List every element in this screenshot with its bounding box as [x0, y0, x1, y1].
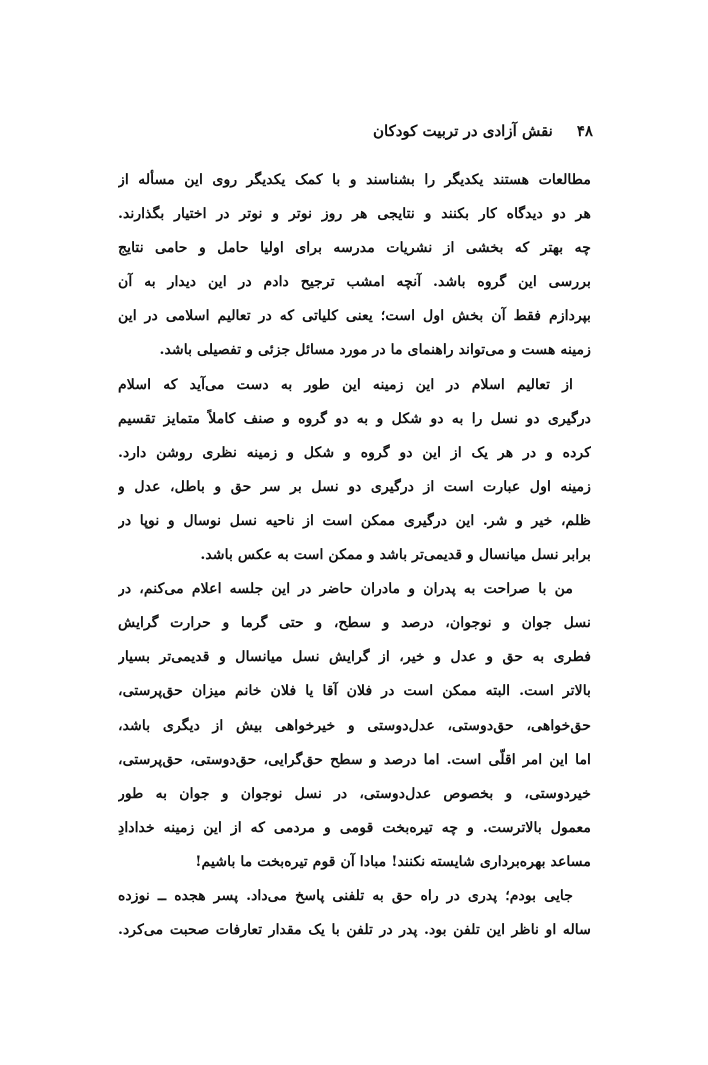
text-line: ساله او ناظر این تلفن بود. پدر در تلفن با یک مقدار تعارفات صحبت می‌کرد.	[118, 922, 591, 939]
text-line: جایی بودم؛ پدری در راه حق به تلفنی پاسخ می‌داد. پسر هجده ــ نوزده	[118, 887, 573, 904]
running-title: نقش آزادی در تربیت کودکان	[372, 122, 553, 140]
text-line: اما این امر اقلّی است. اما درصد و سطح حق‌گرایی، حق‌دوستی، حق‌پرستی،	[118, 751, 591, 768]
text-line: بررسی این گروه باشد. آنچه امشب ترجیح دادم در این دیدار به آن	[118, 274, 591, 291]
text-line: نسل جوان و نوجوان، درصد و سطح، و حتی گرما و حرارت گرایش	[118, 615, 591, 632]
text-line: برابر نسل میانسال و قدیمی‌تر باشد و ممکن است به عکس باشد.	[200, 547, 591, 564]
text-line: حق‌خواهی، حق‌دوستی، عدل‌دوستی و خیرخواهی بیش از دیگری باشد،	[118, 717, 591, 734]
text-line: مساعد بهره‌برداری شایسته نکنند! مبادا آن قوم تیره‌بخت ما باشیم!	[195, 853, 591, 870]
text-line: بپردازم فقط آن بخش اول است؛ یعنی کلیاتی که در تعالیم اسلامی در این	[118, 308, 591, 325]
text-line: من با صراحت به پدران و مادران حاضر در این جلسه اعلام می‌کنم، در	[118, 581, 573, 598]
paragraph	[118, 879, 591, 947]
text-line: کرده و در هر یک از این دو گروه و شکل و زمینه نظری روشن دارد.	[118, 444, 591, 461]
text-line: خیردوستی، و بخصوص عدل‌دوستی، در نسل نوجوان و جوان به طور	[118, 785, 591, 802]
text-line: مطالعات هستند یکدیگر را بشناسند و با کمک یکدیگر روی این مسألە از	[118, 172, 591, 188]
body-text	[118, 163, 591, 947]
text-line: چه بهتر که بخشی از نشریات مدرسه برای اولیا حامل و حامی نتایج	[118, 240, 591, 257]
paragraph	[118, 368, 591, 573]
paragraph	[118, 572, 591, 879]
text-line: درگیری دو نسل را به دو شکل و به دو گروه و صنف کاملاً متمایز تقسیم	[118, 410, 591, 427]
text-line: بالاتر است. البته ممکن است در فلان آقا یا فلان خانم میزان حق‌پرستی،	[118, 683, 591, 700]
text-line: معمول بالاترست. و چه تیره‌بخت قومی و مردمی که از این زمینه خدادادِ	[118, 819, 591, 836]
page-number: ۴۸	[576, 122, 593, 140]
page-header	[373, 122, 593, 140]
text-line: از تعالیم اسلام در این زمینه این طور به دست می‌آید که اسلام	[118, 376, 573, 393]
text-line: زمینه هست و می‌تواند راهنمای ما در مورد مسائل جزئی و تفصیلی باشد.	[159, 342, 591, 359]
paragraph	[118, 163, 591, 368]
text-line: ظلم، خیر و شر. این درگیری ممکن است از ناحیه نسل نوسال و نوپا در	[118, 512, 591, 529]
text-line: هر دو دیدگاه کار بکنند و نتایجی هر روز نوتر و نوتر در اختیار بگذارند.	[118, 206, 591, 223]
text-line: زمینه اول عبارت است از درگیری دو نسل بر سر حق و باطل، عدل و	[118, 478, 591, 495]
text-line: فطری به حق و عدل و خیر، از گرایش نسل میانسال و قدیمی‌تر بسیار	[118, 649, 591, 666]
